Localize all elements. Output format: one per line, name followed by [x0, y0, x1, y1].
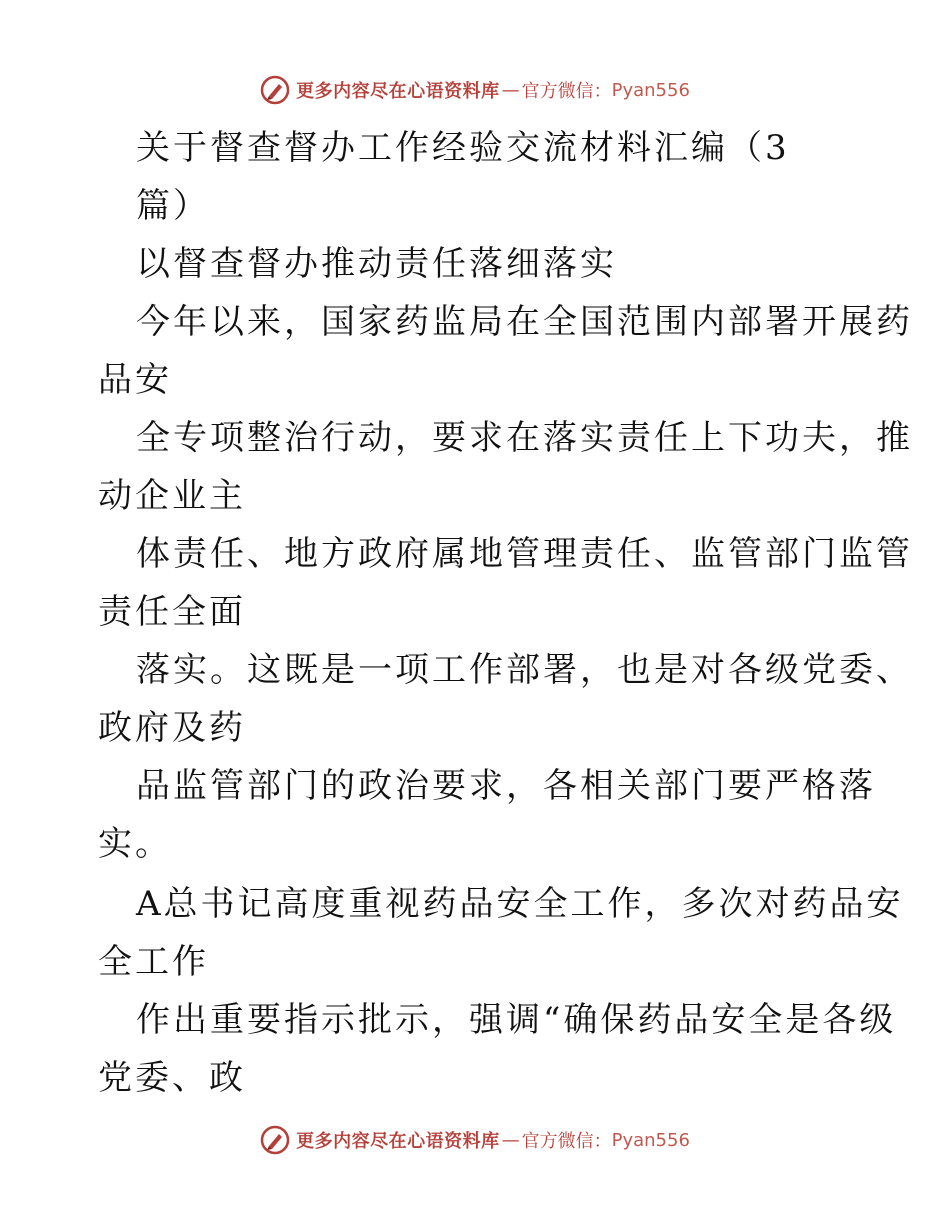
- official-label: 官方微信：: [521, 81, 612, 102]
- site-name: 更多内容尽在心语资料库: [296, 1131, 500, 1152]
- body-line: 责任全面: [98, 592, 246, 632]
- header-banner: [0, 72, 950, 108]
- body-line: 动企业主: [98, 476, 246, 516]
- body-line: 品安: [98, 360, 172, 400]
- body-line: A总书记高度重视药品安全工作，多次对药品安: [136, 884, 904, 924]
- body-line: 体责任、地方政府属地管理责任、监管部门监管: [136, 534, 913, 574]
- pen-logo-icon: [260, 1125, 290, 1155]
- banner-separator: —: [501, 79, 520, 101]
- body-line: 全专项整治行动，要求在落实责任上下功夫，推: [136, 418, 913, 458]
- banner-separator: —: [501, 1129, 520, 1151]
- document-title-line-1: 关于督查督办工作经验交流材料汇编（3: [136, 128, 790, 168]
- body-line: 政府及药: [98, 708, 246, 748]
- body-line: 作出重要指示批示，强调“确保药品安全是各级: [136, 1000, 897, 1040]
- pen-logo-icon: [260, 75, 290, 105]
- body-line: 党委、政: [98, 1058, 246, 1098]
- official-label: 官方微信：: [521, 1131, 612, 1152]
- body-line: 落实。这既是一项工作部署，也是对各级党委、: [136, 650, 913, 690]
- wechat-id: Pyan556: [611, 79, 690, 101]
- wechat-id: Pyan556: [611, 1129, 690, 1151]
- document-title-line-2: 篇）: [136, 186, 210, 226]
- site-name: 更多内容尽在心语资料库: [296, 81, 500, 102]
- body-line: 全工作: [98, 942, 209, 982]
- body-line: 实。: [98, 824, 172, 864]
- body-line: 品监管部门的政治要求，各相关部门要严格落: [136, 766, 876, 806]
- body-line: 今年以来，国家药监局在全国范围内部署开展药: [136, 302, 913, 342]
- document-subtitle: 以督查督办推动责任落细落实: [136, 244, 617, 284]
- footer-banner: [0, 1122, 950, 1158]
